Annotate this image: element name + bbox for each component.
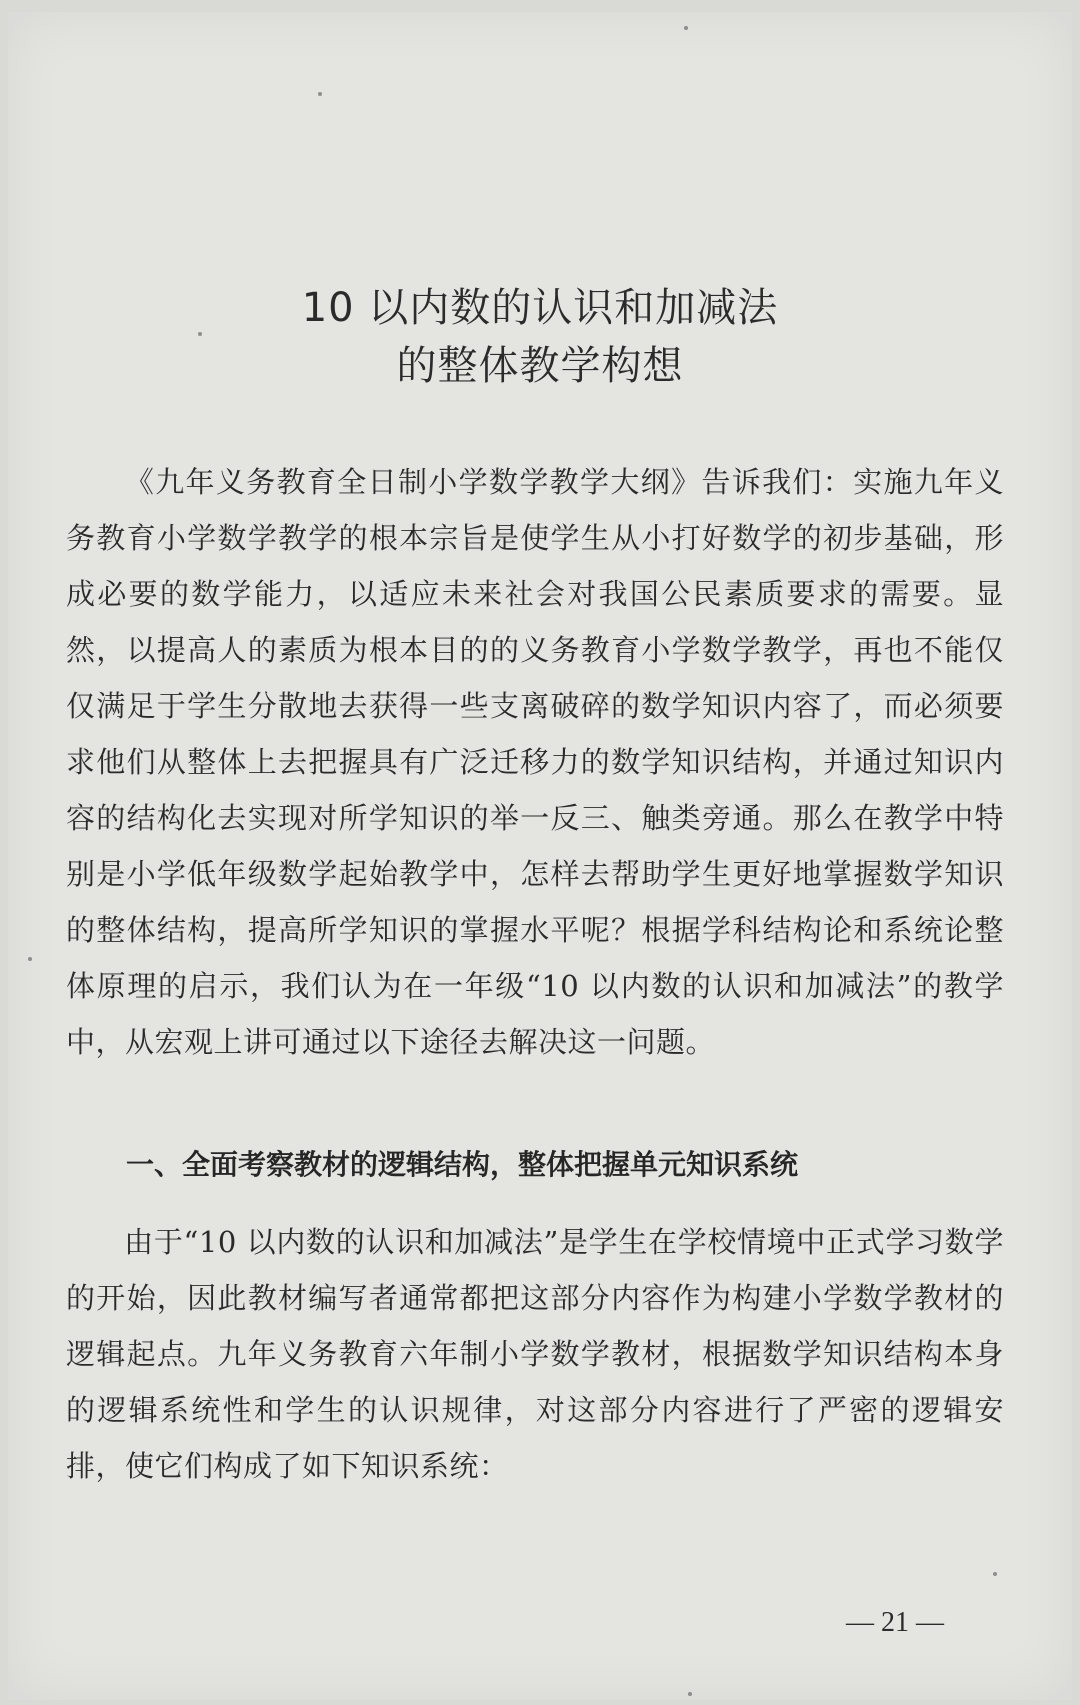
scan-speck [993,1572,997,1576]
scan-speck [28,957,32,961]
page-number: — 21 — [846,1607,944,1638]
paragraph-intro [66,454,1004,1070]
document-page [8,12,1072,1700]
scan-speck [198,332,202,336]
article-title-line2: 的整体教学构想 [396,343,684,389]
scan-speck [684,26,688,30]
scan-speck [318,92,322,96]
article-title-line1: 10 以内数的认识和加减法 [301,285,779,331]
section-heading-1: 一、全面考察教材的逻辑结构，整体把握单元知识系统 [126,1148,799,1181]
paragraph-intro-text: 《九年义务教育全日制小学数学教学大纲》告诉我们：实施九年义务教育小学数学教学的根本宗旨是使学生从小打好数学的初步基础，形成必要的数学能力，以适应未来社会对我国公民素质要求的需要。显然，以提高人的素质为根本目的的义务教育小学数学教学，再也不能仅仅满足于学生分散地去获得一些支离破碎的数学知识内容了，而必须要求他们从整体上去把握具有广泛迁移力的数学知识结构，并通过知识内容的结构化去实现对所学知识的举一反三、触类旁通。那么在教学中特别是小学低年级数学起始教学中，怎样去帮助学生更好地掌握数学知识的整体结构，提高所学知识的掌握水平呢？根据学科结构论和系统论整体原理的启示，我们认为在一年级“10 以内数的认识和加减法”的教学中，从宏观上讲可通过以下途径去解决这一问题。 [66,465,1004,1059]
scan-speck [688,1692,692,1696]
paragraph-section1 [66,1214,1004,1494]
paragraph-section1-text: 由于“10 以内数的认识和加减法”是学生在学校情境中正式学习数学的开始，因此教材编写者通常都把这部分内容作为构建小学数学教材的逻辑起点。九年义务教育六年制小学数学教材，根据数学知识结构本身的逻辑系统性和学生的认识规律，对这部分内容进行了严密的逻辑安排，使它们构成了如下知识系统： [66,1225,1004,1483]
